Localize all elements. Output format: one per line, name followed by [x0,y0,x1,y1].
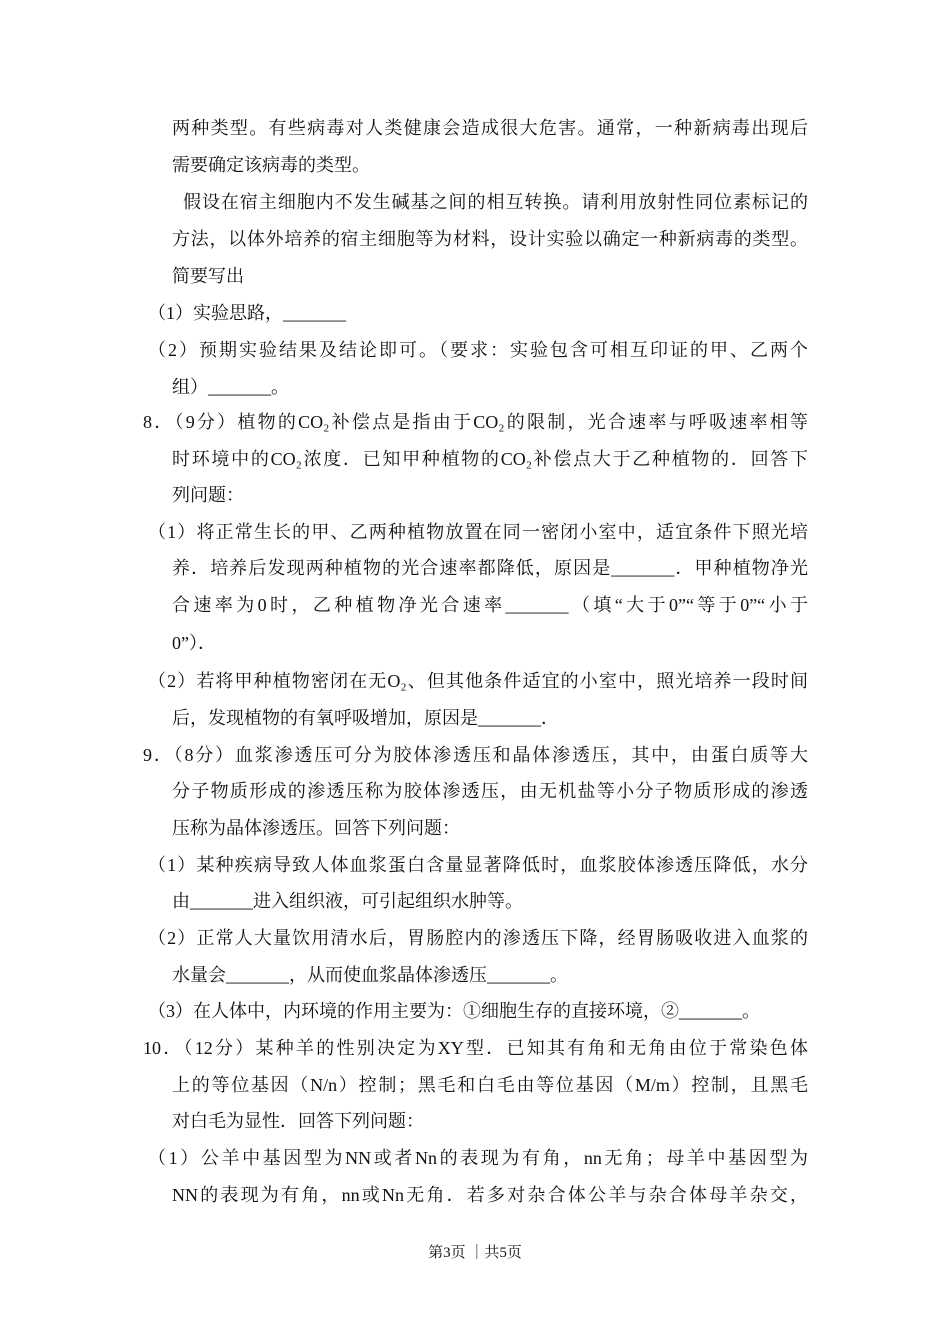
text-line: 水量会_______，从而使血浆晶体渗透压_______。 [172,965,568,985]
text-line: 分子物质形成的渗透压称为胶体渗透压，由无机盐等小分子物质形成的渗透 [172,781,808,801]
text-line: 列问题： [172,485,244,505]
text-line: NN的表现为有角，nn或Nn无角．若多对杂合体公羊与杂合体母羊杂交， [172,1185,808,1205]
sub-question-1: （1）公羊中基因型为NN或者Nn的表现为有角，nn无角；母羊中基因型为 [148,1148,808,1168]
text-line: 0”）． [172,633,216,653]
text-line: 两种类型。有些病毒对人类健康会造成很大危害。通常，一种新病毒出现后 [172,118,808,138]
text-line: 上的等位基因（N/n）控制；黑毛和白毛由等位基因（M/m）控制，且黑毛 [172,1075,808,1095]
text-line: 需要确定该病毒的类型。 [172,155,370,175]
sub-question-1: （1）实验思路，_______ [148,303,346,323]
sub-question-2: （2）正常人大量饮用清水后，胃肠腔内的渗透压下降，经胃肠吸收进入血浆的 [148,928,808,948]
sub-question-2: （2）若将甲种植物密闭在无O₂、但其他条件适宜的小室中，照光培养一段时间 [148,671,808,691]
sub-question-3: （3）在人体中，内环境的作用主要为：①细胞生存的直接环境，②_______。 [148,1001,760,1021]
question-8: 8．（9分）植物的CO₂补偿点是指由于CO₂的限制，光合速率与呼吸速率相等 [143,412,808,432]
text-line: 后，发现植物的有氧呼吸增加，原因是_______． [172,708,559,728]
text-line: 对白毛为显性．回答下列问题： [172,1111,424,1131]
text-line: 方法，以体外培养的宿主细胞等为材料，设计实验以确定一种新病毒的类型。 [172,229,808,249]
sub-question-1: （1）某种疾病导致人体血浆蛋白含量显著降低时，血浆胶体渗透压降低，水分 [148,855,808,875]
text-line: 养．培养后发现两种植物的光合速率都降低，原因是_______．甲种植物净光 [172,558,808,578]
text-line: 假设在宿主细胞内不发生碱基之间的相互转换。请利用放射性同位素标记的 [183,192,808,212]
text-line: 组）_______。 [172,377,289,397]
sub-question-2: （2）预期实验结果及结论即可。（要求：实验包含可相互印证的甲、乙两个 [148,340,808,360]
text-line: 合速率为0时，乙种植物净光合速率_______（填“大于0”“等于0”“小于 [172,595,808,615]
sub-question-1: （1）将正常生长的甲、乙两种植物放置在同一密闭小室中，适宜条件下照光培 [148,522,808,542]
text-line: 简要写出 [172,266,244,286]
text-line: 时环境中的CO₂浓度．已知甲种植物的CO₂补偿点大于乙种植物的．回答下 [172,449,808,469]
text-line: 压称为晶体渗透压。回答下列问题： [172,818,460,838]
text-line: 由_______进入组织液，可引起组织水肿等。 [172,891,523,911]
page-footer: 第3页 ｜共5页 [428,1245,522,1261]
question-9: 9．（8分）血浆渗透压可分为胶体渗透压和晶体渗透压，其中，由蛋白质等大 [143,745,808,765]
question-10: 10．（12分）某种羊的性别决定为XY型．已知其有角和无角由位于常染色体 [143,1038,808,1058]
